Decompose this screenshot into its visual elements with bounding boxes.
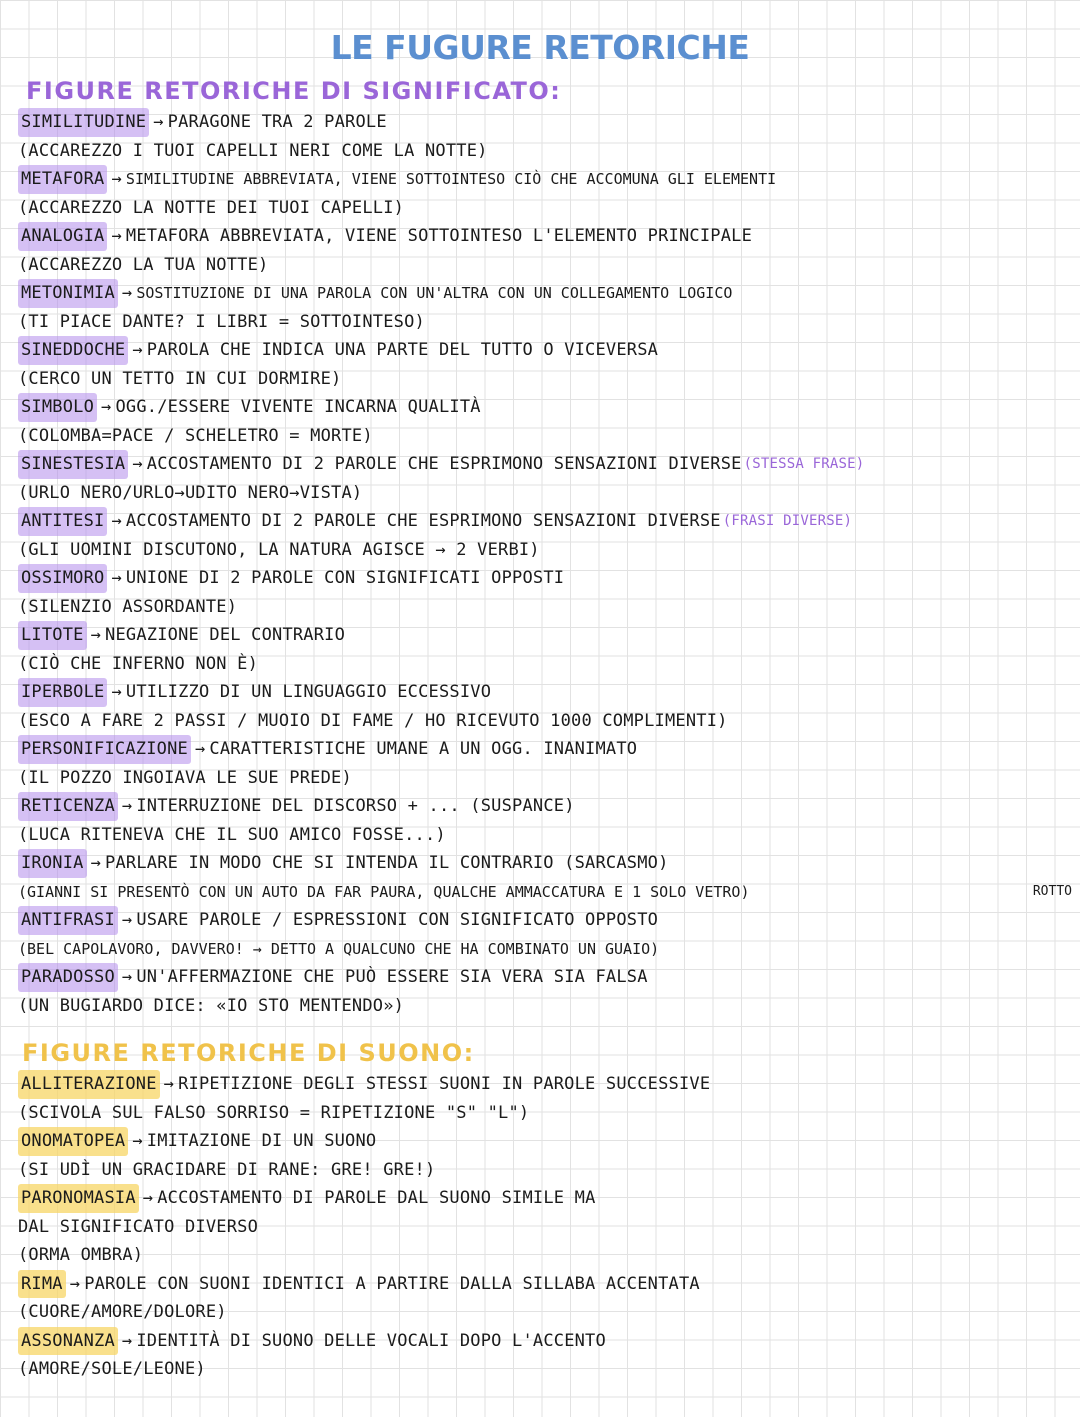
figure-definition-line xyxy=(18,564,1070,593)
arrow-icon: → xyxy=(132,1131,143,1151)
figure-definition: UN'AFFERMAZIONE CHE PUÒ ESSERE SIA VERA SIA FALSA xyxy=(136,967,648,987)
figure-definition-line xyxy=(18,792,1070,821)
figure-definition: IMITAZIONE DI UN SUONO xyxy=(146,1131,377,1151)
figure-definition-line xyxy=(18,450,1070,479)
arrow-icon: → xyxy=(121,910,133,930)
figure-definition-cont: DAL SIGNIFICATO DIVERSO xyxy=(18,1216,259,1237)
figure-example-line xyxy=(18,764,1070,793)
arrow-icon: → xyxy=(153,112,164,132)
figure-example: (SILENZIO ASSORDANTE) xyxy=(18,596,238,617)
arrow-icon: → xyxy=(111,226,122,246)
arrow-icon: → xyxy=(163,1074,175,1094)
figure-definition-line xyxy=(18,735,1070,764)
arrow-icon: → xyxy=(101,397,112,417)
figure-term: OSSIMORO xyxy=(18,564,107,593)
figure-definition: PAROLA CHE INDICA UNA PARTE DEL TUTTO O VICEVERSA xyxy=(146,340,659,360)
figure-definition-line xyxy=(18,336,1070,365)
figure-example-line xyxy=(18,536,1070,565)
figure-term: PARONOMASIA xyxy=(18,1184,139,1213)
figure-example-line xyxy=(18,1355,1070,1384)
arrow-icon: → xyxy=(121,796,133,816)
arrow-icon: → xyxy=(121,1330,133,1351)
figure-term: ANTIFRASI xyxy=(18,906,118,935)
figure-example-line xyxy=(18,1298,1070,1327)
figure-definition-line xyxy=(18,678,1070,707)
figure-example: (BEL CAPOLAVORO, DAVVERO! → DETTO A QUALCUNO CHE HA COMBINATO UN GUAIO) xyxy=(18,939,660,958)
figure-definition-line xyxy=(18,1070,1070,1099)
figure-term: SIMBOLO xyxy=(18,393,97,422)
figure-definition-line xyxy=(18,621,1070,650)
figure-definition: ACCOSTAMENTO DI 2 PAROLE CHE ESPRIMONO SENSAZIONI DIVERSE xyxy=(146,454,742,474)
arrow-icon: → xyxy=(132,454,143,474)
figure-definition: USARE PAROLE / ESPRESSIONI CON SIGNIFICATO OPPOSTO xyxy=(136,910,659,930)
figure-example: (SI UDÌ UN GRACIDARE DI RANE: GRE! GRE!) xyxy=(18,1159,436,1180)
figure-example-line xyxy=(18,650,1070,679)
figure-example-line xyxy=(18,137,1070,166)
figure-term: METAFORA xyxy=(18,165,107,194)
figure-definition: NEGAZIONE DEL CONTRARIO xyxy=(105,625,346,645)
figure-example: (LUCA RITENEVA CHE IL SUO AMICO FOSSE...) xyxy=(18,824,446,845)
figure-example: (GLI UOMINI DISCUTONO, LA NATURA AGISCE → 2 VERBI) xyxy=(18,539,540,560)
figure-definition-line xyxy=(18,108,1070,137)
figure-example-line xyxy=(18,878,1070,907)
figure-definition: PAROLE CON SUONI IDENTICI A PARTIRE DALLA SILLABA ACCENTATA xyxy=(84,1273,700,1294)
figure-example-line xyxy=(18,935,1070,964)
section-sound xyxy=(18,1036,1070,1384)
arrow-icon: → xyxy=(111,511,122,531)
figure-definition-line xyxy=(18,165,1070,194)
figure-term: PERSONIFICAZIONE xyxy=(18,735,191,764)
figure-term: METONIMIA xyxy=(18,279,118,308)
section-meaning xyxy=(18,74,1070,1020)
figure-term: ASSONANZA xyxy=(18,1327,118,1356)
figure-definition: UTILIZZO DI UN LINGUAGGIO ECCESSIVO xyxy=(125,682,492,702)
figure-example-line xyxy=(18,1156,1070,1185)
figure-definition-line xyxy=(18,1184,1070,1213)
figure-term: SINESTESIA xyxy=(18,450,128,479)
figure-definition: UNIONE DI 2 PAROLE CON SIGNIFICATI OPPOSTI xyxy=(125,568,565,588)
figure-definition-line xyxy=(18,1270,1070,1299)
section-heading-meaning: FIGURE RETORICHE DI SIGNIFICATO: xyxy=(26,77,562,105)
figure-term: ONOMATOPEA xyxy=(18,1127,128,1156)
figure-example: (IL POZZO INGOIAVA LE SUE PREDE) xyxy=(18,767,352,788)
figure-definition-line xyxy=(18,393,1070,422)
figure-example: (COLOMBA=PACE / SCHELETRO = MORTE) xyxy=(18,425,373,446)
figure-example-line xyxy=(18,1241,1070,1270)
figure-example: (ORMA OMBRA) xyxy=(18,1245,144,1265)
figure-example: (CIÒ CHE INFERNO NON È) xyxy=(18,653,259,674)
figure-definition: CARATTERISTICHE UMANE A UN OGG. INANIMATO xyxy=(209,739,638,759)
figure-example: (ACCAREZZO LA TUA NOTTE) xyxy=(18,254,269,275)
figure-definition: PARAGONE TRA 2 PAROLE xyxy=(167,112,387,132)
figure-term: IRONIA xyxy=(18,849,87,878)
figure-example: (UN BUGIARDO DICE: «IO STO MENTENDO») xyxy=(18,995,405,1016)
figure-example-line xyxy=(18,365,1070,394)
arrow-icon: → xyxy=(111,682,122,702)
figure-definition-line xyxy=(18,279,1070,308)
figure-term: ANTITESI xyxy=(18,507,107,536)
figure-definition-line xyxy=(18,507,1070,536)
figure-definition: PARLARE IN MODO CHE SI INTENDA IL CONTRARIO (SARCASMO) xyxy=(105,853,669,873)
figure-term: SIMILITUDINE xyxy=(18,108,149,137)
arrow-icon: → xyxy=(90,625,102,645)
figure-definition: METAFORA ABBREVIATA, VIENE SOTTOINTESO L'ELEMENTO PRINCIPALE xyxy=(125,226,753,246)
figure-example: (AMORE/SOLE/LEONE) xyxy=(18,1359,206,1379)
figure-definition-line xyxy=(18,1127,1070,1156)
figure-definition: OGG./ESSERE VIVENTE INCARNA QUALITÀ xyxy=(115,397,481,417)
arrow-icon: → xyxy=(194,739,206,759)
figure-example-line xyxy=(18,821,1070,850)
figure-definition: INTERRUZIONE DEL DISCORSO + ... (SUSPANCE) xyxy=(136,796,575,816)
sound-figures-list xyxy=(18,1070,1070,1384)
arrow-icon: → xyxy=(121,283,133,303)
figure-example: (CERCO UN TETTO IN CUI DORMIRE) xyxy=(18,368,342,389)
figure-definition: SIMILITUDINE ABBREVIATA, VIENE SOTTOINTESO CIÒ CHE ACCOMUNA GLI ELEMENTI xyxy=(125,170,777,188)
figure-note: (FRASI DIVERSE) xyxy=(722,513,853,529)
figure-example: (ESCO A FARE 2 PASSI / MUOIO DI FAME / HO RICEVUTO 1000 COMPLIMENTI) xyxy=(18,710,728,731)
figure-definition: RIPETIZIONE DEGLI STESSI SUONI IN PAROLE SUCCESSIVE xyxy=(178,1074,711,1094)
figure-term: ANALOGIA xyxy=(18,222,107,251)
figure-example: (SCIVOLA SUL FALSO SORRISO = RIPETIZIONE "S" "L") xyxy=(18,1102,530,1123)
figure-definition-continuation xyxy=(18,1213,1070,1242)
figure-definition-line xyxy=(18,849,1070,878)
figure-example-line xyxy=(18,1099,1070,1128)
figure-example-line xyxy=(18,422,1070,451)
figure-definition-line xyxy=(18,963,1070,992)
figure-example-line xyxy=(18,992,1070,1021)
arrow-icon: → xyxy=(121,967,133,987)
arrow-icon: → xyxy=(90,853,102,873)
figure-example-line xyxy=(18,707,1070,736)
figure-example-line xyxy=(18,593,1070,622)
arrow-icon: → xyxy=(69,1273,81,1294)
section-heading-sound: FIGURE RETORICHE DI SUONO: xyxy=(22,1039,475,1067)
figure-example: (URLO NERO/URLO→UDITO NERO→VISTA) xyxy=(18,482,363,503)
arrow-icon: → xyxy=(132,340,143,360)
figure-definition: ACCOSTAMENTO DI PAROLE DAL SUONO SIMILE MA xyxy=(157,1188,596,1208)
page-title: LE FUGURE RETORICHE xyxy=(330,28,750,67)
meaning-figures-list xyxy=(18,108,1070,1020)
figure-example-line xyxy=(18,251,1070,280)
figure-term: RIMA xyxy=(18,1270,66,1299)
figure-example: (CUORE/AMORE/DOLORE) xyxy=(18,1302,227,1322)
figure-example-line xyxy=(18,194,1070,223)
figure-term: ALLITERAZIONE xyxy=(18,1070,160,1099)
ironia-continuation: ROTTO xyxy=(1032,884,1072,899)
figure-example: (TI PIACE DANTE? I LIBRI = SOTTOINTESO) xyxy=(18,311,425,332)
figure-term: RETICENZA xyxy=(18,792,118,821)
arrow-icon: → xyxy=(142,1188,154,1208)
figure-definition: ACCOSTAMENTO DI 2 PAROLE CHE ESPRIMONO SENSAZIONI DIVERSE xyxy=(125,511,721,531)
figure-term: IPERBOLE xyxy=(18,678,107,707)
figure-example: (ACCAREZZO LA NOTTE DEI TUOI CAPELLI) xyxy=(18,197,405,218)
figure-definition-line xyxy=(18,1327,1070,1356)
figure-example-line xyxy=(18,308,1070,337)
figure-example-line xyxy=(18,479,1070,508)
figure-term: SINEDDOCHE xyxy=(18,336,128,365)
figure-note: (STESSA FRASE) xyxy=(743,456,865,472)
figure-definition: IDENTITÀ DI SUONO DELLE VOCALI DOPO L'ACCENTO xyxy=(136,1330,606,1351)
figure-example: (ACCAREZZO I TUOI CAPELLI NERI COME LA NOTTE) xyxy=(18,140,488,161)
figure-term: PARADOSSO xyxy=(18,963,118,992)
figure-definition: SOSTITUZIONE DI UNA PAROLA CON UN'ALTRA CON UN COLLEGAMENTO LOGICO xyxy=(136,284,733,302)
figure-definition-line xyxy=(18,222,1070,251)
figure-term: LITOTE xyxy=(18,621,87,650)
figure-example: (GIANNI SI PRESENTÒ CON UN AUTO DA FAR PAURA, QUALCHE AMMACCATURA E 1 SOLO VETRO) xyxy=(18,882,750,901)
arrow-icon: → xyxy=(111,169,122,189)
figure-definition-line xyxy=(18,906,1070,935)
arrow-icon: → xyxy=(111,568,122,588)
